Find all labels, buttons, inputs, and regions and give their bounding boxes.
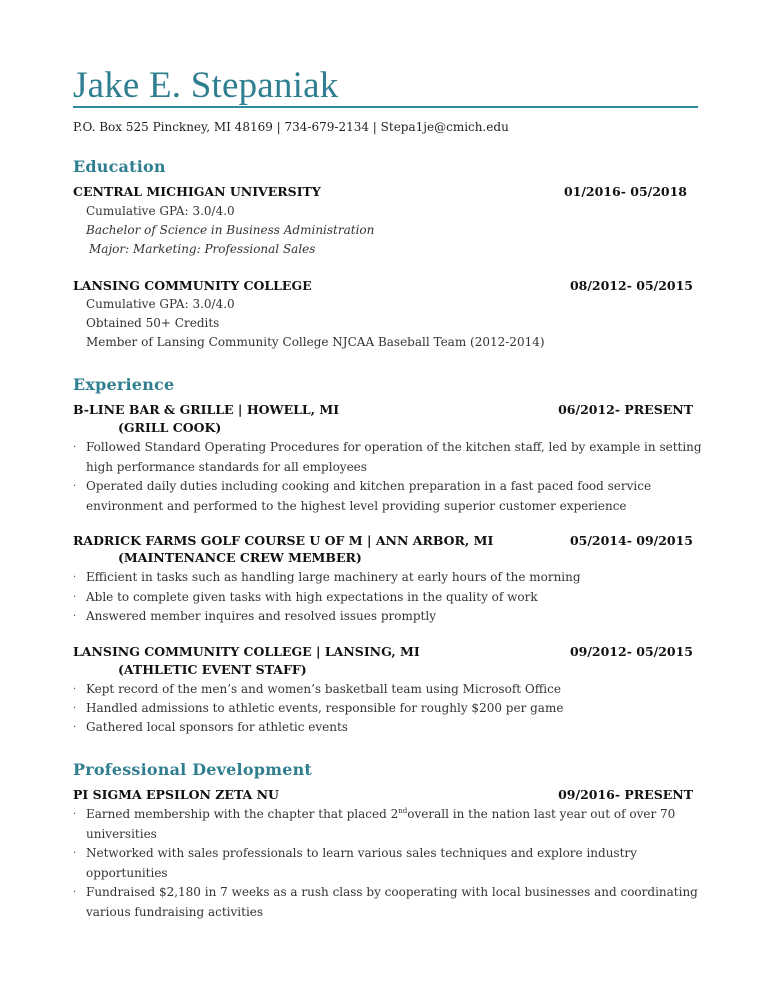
header-divider: [73, 106, 698, 108]
candidate-name: Jake E. Stepaniak: [73, 65, 339, 106]
education-detail: Cumulative GPA: 3.0/4.0: [86, 297, 235, 311]
list-item: · Kept record of the men’s and women’s basketball team using Microsoft Office: [73, 680, 703, 700]
employer-name: RADRICK FARMS GOLF COURSE U OF M | ANN ARBOR, MI: [73, 533, 494, 548]
employer-name: B-LINE BAR & GRILLE | HOWELL, MI: [73, 402, 340, 417]
education-entry-header: [73, 184, 693, 199]
job-role: (GRILL COOK): [118, 420, 222, 435]
education-dates: 01/2016- 05/2018: [563, 184, 687, 199]
section-title-education: Education: [73, 157, 166, 176]
experience-entry-header: [73, 533, 693, 548]
section-title-experience: Experience: [73, 375, 175, 394]
bullet-glyph: ·: [73, 684, 77, 695]
bullet-glyph: ·: [73, 887, 77, 898]
employer-name: LANSING COMMUNITY COLLEGE | LANSING, MI: [73, 644, 420, 659]
experience-dates: 09/2012- 05/2015: [569, 644, 693, 659]
experience-entry-header: [73, 644, 693, 659]
job-role: (MAINTENANCE CREW MEMBER): [118, 550, 362, 565]
experience-dates: 06/2012- PRESENT: [558, 402, 693, 417]
job-role: (ATHLETIC EVENT STAFF): [118, 662, 307, 677]
education-detail: Member of Lansing Community College NJCAA Baseball Team (2012-2014): [86, 335, 545, 349]
school-name: CENTRAL MICHIGAN UNIVERSITY: [73, 184, 321, 199]
development-dates: 09/2016- PRESENT: [558, 787, 693, 802]
education-detail: Cumulative GPA: 3.0/4.0: [86, 204, 235, 218]
bullet-glyph: ·: [73, 848, 77, 859]
list-item: · Answered member inquires and resolved issues promptly: [73, 607, 703, 627]
bullet-glyph: ·: [73, 572, 77, 583]
list-item: · Operated daily duties including cooking and kitchen preparation in a fast paced food service environment and performed to the highest level providing superior customer experience: [73, 479, 652, 513]
list-item: · Gathered local sponsors for athletic events: [73, 718, 703, 738]
school-name: LANSING COMMUNITY COLLEGE: [73, 278, 312, 293]
bullet-glyph: ·: [73, 592, 77, 603]
experience-dates: 05/2014- 09/2015: [569, 533, 693, 548]
development-entry-header: [73, 787, 693, 802]
bullet-glyph: ·: [73, 442, 77, 453]
bullet-glyph: ·: [73, 703, 77, 714]
bullet-glyph: ·: [73, 809, 77, 820]
education-major: Major: Marketing: Professional Sales: [89, 242, 316, 256]
education-dates: 08/2012- 05/2015: [569, 278, 693, 293]
list-item: · Able to complete given tasks with high expectations in the quality of work: [73, 588, 703, 608]
list-item: · Earned membership with the chapter that placed 2ndoverall in the nation last year out of over 70 universities: [73, 807, 676, 841]
education-detail: Obtained 50+ Credits: [86, 316, 220, 330]
education-degree: Bachelor of Science in Business Administration: [86, 223, 375, 237]
list-item: · Fundraised $2,180 in 7 weeks as a rush class by cooperating with local businesses and coordinating various fundraising activities: [73, 885, 698, 919]
section-title-professional-development: Professional Development: [73, 760, 313, 779]
list-item: · Networked with sales professionals to learn various sales techniques and explore industry opportunities: [73, 846, 637, 880]
bullet-glyph: ·: [73, 611, 77, 622]
organization-name: PI SIGMA EPSILON ZETA NU: [73, 787, 279, 802]
list-item: · Handled admissions to athletic events, responsible for roughly $200 per game: [73, 699, 703, 719]
list-item: · Efficient in tasks such as handling large machinery at early hours of the morning: [73, 568, 703, 588]
bullet-glyph: ·: [73, 481, 77, 492]
bullet-glyph: ·: [73, 722, 77, 733]
list-item: · Followed Standard Operating Procedures for operation of the kitchen staff, led by example in setting high performance standards for all employees: [73, 440, 702, 474]
contact-info: P.O. Box 525 Pinckney, MI 48169 | 734-679-2134 | Stepa1je@cmich.edu: [73, 120, 509, 134]
education-entry-header: [73, 278, 693, 293]
experience-entry-header: [73, 402, 693, 417]
